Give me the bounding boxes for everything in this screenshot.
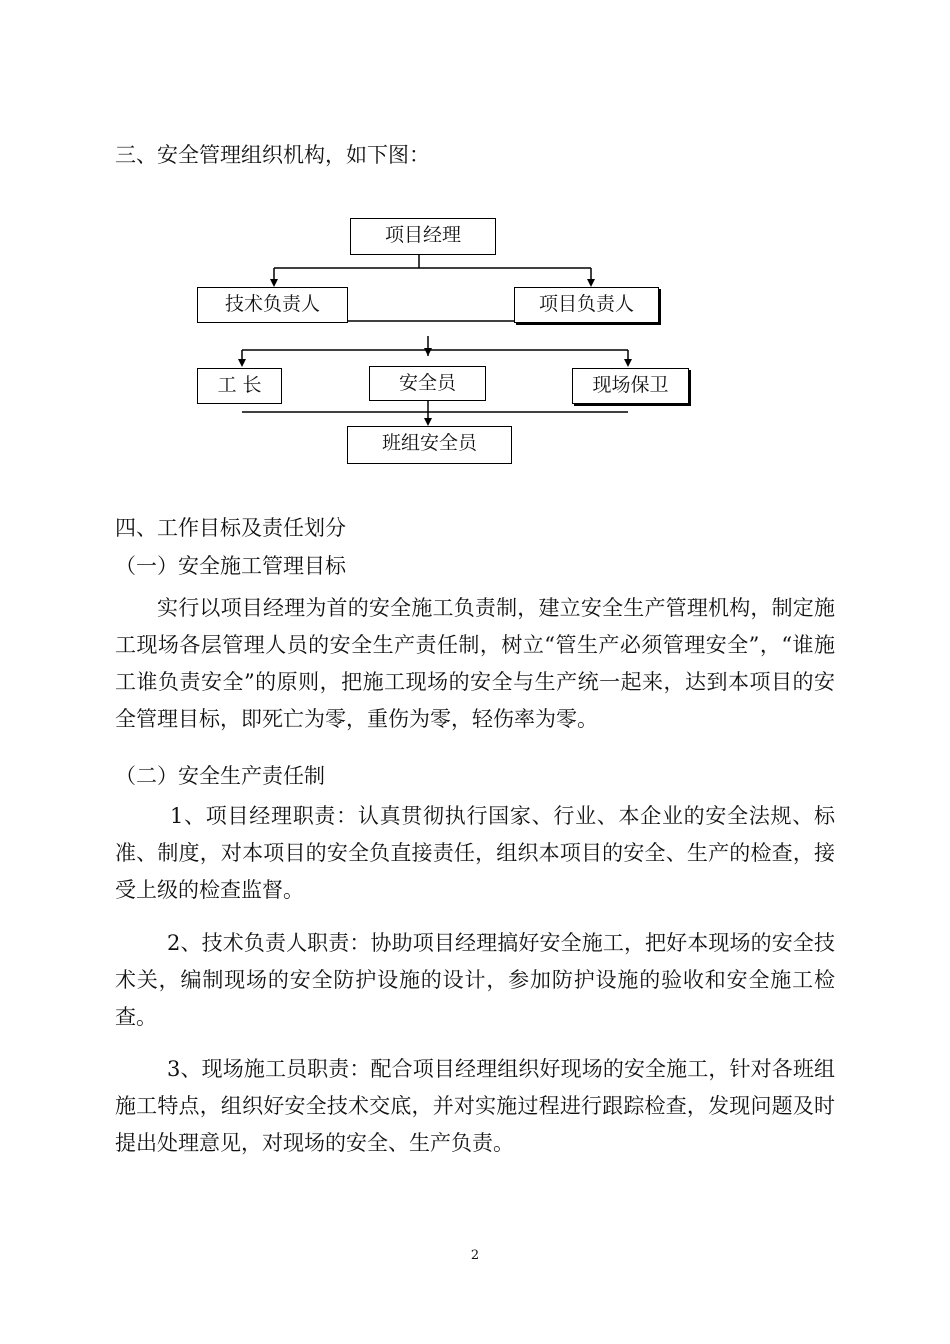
org-box-label: 项目经理: [384, 224, 461, 246]
org-box-label: 安全员: [398, 372, 456, 394]
org-box-project-manager: [350, 218, 496, 255]
org-box-safety-officer: [369, 366, 486, 401]
safety-goal-paragraph: 实行以项目经理为首的安全施工负责制，建立安全生产管理机构，制定施工现场各层管理人员的安全生产责任制，树立“管生产必须管理安全”，“谁施工谁负责安全”的原则，把施工现场的安全与生产统一起来，达到本项目的安全管理目标，即死亡为零，重伤为零，轻伤率为零。: [115, 596, 835, 731]
subsection-2-heading: （二）安全生产责任制: [115, 764, 325, 788]
org-box-technical-lead: [197, 287, 348, 323]
duty-item-site-constructor: 3、现场施工员职责：配合项目经理组织好现场的安全施工，针对各班组施工特点，组织好安全技术交底，并对实施过程进行跟踪检查，发现问题及时提出处理意见，对现场的安全、生产负责。: [115, 1057, 835, 1155]
org-box-label: 工 长: [217, 374, 262, 396]
section-4-heading: 四、工作目标及责任划分: [115, 516, 346, 540]
org-box-label: 技术负责人: [224, 293, 320, 315]
org-box-foreman: [197, 368, 282, 404]
org-box-project-lead: [514, 287, 659, 323]
org-box-label: 现场保卫: [592, 374, 669, 396]
org-box-site-security: [572, 368, 689, 404]
org-box-team-safety-officer: [347, 426, 512, 464]
duty-item-technical-lead: 2、技术负责人职责：协助项目经理搞好安全施工，把好本现场的安全技术关，编制现场的安全防护设施的设计，参加防护设施的验收和安全施工检查。: [115, 931, 835, 1029]
org-box-label: 项目负责人: [538, 293, 634, 315]
org-box-label: 班组安全员: [381, 432, 477, 454]
page-number: 2: [470, 1248, 480, 1263]
duty-item-project-manager: 1、项目经理职责：认真贯彻执行国家、行业、本企业的安全法规、标准、制度，对本项目的安全负直接责任，组织本项目的安全、生产的检查，接受上级的检查监督。: [115, 804, 835, 902]
subsection-1-heading: （一）安全施工管理目标: [115, 554, 346, 578]
section-3-heading: 三、安全管理组织机构，如下图：: [115, 143, 430, 167]
